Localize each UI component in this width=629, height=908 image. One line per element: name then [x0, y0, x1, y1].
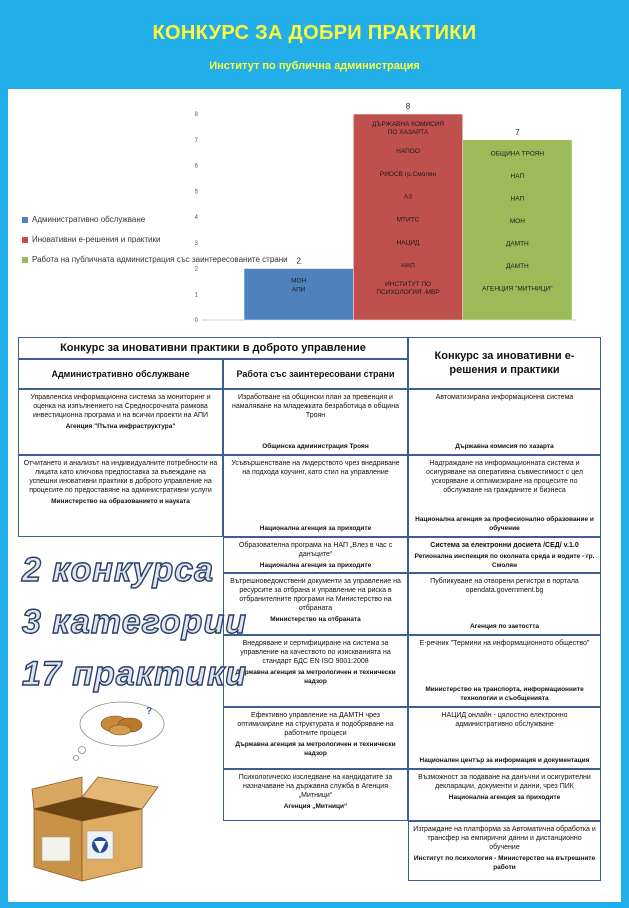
practice-organization: Държавна агенция за метрологичен и технически надзор: [235, 669, 396, 685]
data-label: 2: [296, 256, 301, 266]
bar-entry-label: АЗ: [403, 193, 413, 201]
practice-organization: Регионална инспекция по околната среда и водите - гр. Смолян: [414, 553, 595, 569]
bar-entry-label: НАП: [401, 262, 415, 270]
practice-cell: [408, 707, 601, 769]
bar-entry-label: НАП: [510, 173, 525, 181]
legend-label: Административно обслужване: [32, 215, 146, 224]
bar-entry-label: ИНСТИТУТ ПО: [384, 281, 432, 289]
practice-organization: Държавна агенция за метрологичен и технически надзор: [235, 741, 396, 757]
practice-title: Внедряване и сертифициране на система за управление на качеството по изискванията на стандарт БДС EN ISO 9001:2008: [240, 640, 391, 665]
box-illustration: [22, 769, 172, 889]
practice-cell: [408, 389, 601, 455]
practice-cell: [18, 455, 223, 537]
bar-entry-label: ДАМТН: [505, 263, 529, 271]
bar-entry-label: АГЕНЦИЯ "МИТНИЦИ": [482, 285, 553, 293]
practice-cell: [408, 537, 601, 573]
practice-organization: Министерство на образованието и науката: [51, 498, 190, 505]
practice-organization: Национален център за информация и документация: [419, 757, 590, 764]
practice-organization: Министерство на транспорта, информационните технологии и съобщенията: [425, 686, 584, 702]
page-title: КОНКУРС ЗА ДОБРИ ПРАКТИКИ: [152, 22, 477, 44]
practice-organization: Агенция по заетостта: [469, 623, 540, 630]
chart-plot: [8, 89, 621, 339]
y-tick-label: 5: [194, 189, 198, 196]
bar-entry-label: ПСИХОЛОГИЯ -МВР: [376, 289, 440, 297]
practice-organization: Министерство на отбраната: [270, 616, 361, 623]
y-tick-label: 0: [194, 318, 198, 324]
practice-cell: [223, 537, 408, 573]
legend-label: Иновативни е-решения и практики: [32, 235, 161, 244]
column-title-stakeholders: Работа със заинтересовани страни: [223, 359, 408, 389]
practice-cell: [408, 573, 601, 635]
practice-title: Възможност за подаване на данъчни и осигурителни декларации, документи и данни, чрез ПИК: [418, 774, 591, 790]
practice-organization: Агенция „Митници“: [283, 803, 348, 810]
practice-title: Автоматизирана информационна система: [435, 394, 574, 401]
bar-entry-label: НАЦИД: [396, 239, 420, 247]
data-label: 8: [405, 102, 411, 111]
practice-organization: Общинска администрация Троян: [262, 443, 369, 450]
stat-contests: 2 конкурса: [22, 551, 215, 589]
practice-cell: [223, 573, 408, 635]
practice-title: Отчитането и анализът на индивидуалните потребности на лицата като ключова предпоставка за въвеждане на успешни иновативни практики в доброто управление на процесите по предоставяне на административни услуги: [23, 460, 218, 494]
practice-title: Вътрешноведомствени документи за управление на ресурсите за отбрана и управление на риска в отбранителните програми на Министерство на отбраната: [230, 578, 401, 612]
bar-entry-label: МТИТС: [396, 216, 420, 224]
practice-organization: Институт по психология - Министерство на вътрешните работи: [413, 855, 596, 871]
table-header-good-governance: Конкурс за иновативни практики в доброто управление: [18, 337, 408, 359]
y-tick-label: 4: [194, 215, 198, 221]
practice-cell: [223, 769, 408, 821]
practice-cell: [223, 707, 408, 769]
practice-cell: [223, 635, 408, 707]
table-header-e-solutions: Конкурс за иновативни е-решения и практики: [408, 337, 601, 389]
page-subtitle: Институт по публична администрация: [209, 60, 420, 72]
bar: [244, 269, 353, 321]
content-panel: [8, 89, 621, 902]
practice-cell: [408, 635, 601, 707]
question-mark: ?: [146, 706, 153, 717]
y-tick-label: 6: [194, 163, 198, 170]
bar: [463, 140, 572, 320]
practice-organization: Държавна комисия по хазарта: [455, 443, 554, 450]
bar-entry-label: МОН: [509, 218, 525, 226]
bar-chart: [8, 89, 621, 339]
practice-cell: [18, 389, 223, 455]
practice-title: Система за електронни досиета /СЕД/ v.1.0: [430, 542, 579, 549]
bar-entry-label: ДЪРЖАВНА КОМИСИЯ: [371, 121, 445, 129]
bar-entry-label: РИОСВ гр.Смолян: [379, 170, 437, 178]
practice-cell: [223, 455, 408, 537]
practice-organization: Национална агенция за професионално образование и обучение: [415, 516, 594, 532]
practice-title: Психологическо изследване на кандидатите за назначаване на държавна служба в Агенция „Митници“: [238, 774, 393, 799]
practice-title: Изграждане на платформа за Автоматична обработка и трансфер на емпирични данни и дистанционно обучение: [413, 826, 596, 851]
thought-cloud-illustration: [70, 694, 170, 762]
bar-entry-label: ПО ХАЗАРТА: [387, 129, 429, 137]
stat-categories: 3 категории: [22, 603, 247, 641]
practice-title: Изработване на общински план за превенция и намаляване на младежката безработица в община Троян: [232, 394, 399, 419]
practice-organization: Национална агенция за приходите: [448, 794, 561, 801]
practice-title: Публикуване на отворени регистри в портала opendata.government.bg: [430, 578, 579, 594]
data-label: 7: [515, 127, 520, 137]
y-tick-label: 2: [194, 266, 198, 273]
bar-entry-label: АПИ: [291, 286, 306, 294]
practice-title: НАЦИД онлайн - цялостно електронно административно обслужване: [441, 712, 568, 728]
bar-entry-label: НАП: [510, 195, 525, 203]
bar-entry-label: ДАМТН: [505, 240, 529, 248]
practice-organization: Национална агенция за приходите: [259, 525, 372, 532]
stat-practices: 17 практики: [22, 655, 247, 693]
legend-label: Работа на публичната администрация със заинтересованите страни: [32, 255, 288, 264]
bar-entry-label: ОБЩИНА ТРОЯН: [490, 150, 545, 158]
practice-cell: [408, 455, 601, 537]
y-tick-label: 3: [194, 240, 198, 247]
bar-entry-label: МОН: [291, 277, 307, 285]
practice-cell: [408, 821, 601, 881]
practice-title: Управленска информационна система за мониторинг и оценка на изпълнението на Средносрочната рамкова инвестиционна програма и на всички проекти на АПИ: [30, 394, 211, 419]
practice-title: Ефективно управление на ДАМТН чрез оптимизиране на структурата и подобряване на работните процеси: [237, 712, 394, 737]
practice-cell: [408, 769, 601, 821]
y-tick-label: 1: [194, 292, 198, 299]
practice-cell: [223, 389, 408, 455]
practice-title: Образователна програма на НАП „Влез в час с данъците“: [238, 542, 393, 558]
practice-title: Е-речник "Термини на информационното общество": [419, 640, 590, 647]
bar-entry-label: НАПОО: [396, 147, 420, 155]
practice-organization: Агенция "Пътна инфраструктура": [65, 423, 176, 430]
y-tick-label: 7: [194, 137, 198, 144]
column-title-admin: Административно обслужване: [18, 359, 223, 389]
practice-organization: Национална агенция за приходите: [259, 562, 372, 569]
y-tick-label: 8: [194, 112, 198, 118]
practice-title: Надграждане на информационната система и осигуряване на оперативна съвместимост с цел ускоряване и оптимизиране на процесите по обслужване на гражданите и бизнеса: [426, 460, 583, 494]
practice-title: Усъвършенстване на лидерството чрез внедряване на подхода коучинг, като стил на управление: [231, 460, 400, 476]
